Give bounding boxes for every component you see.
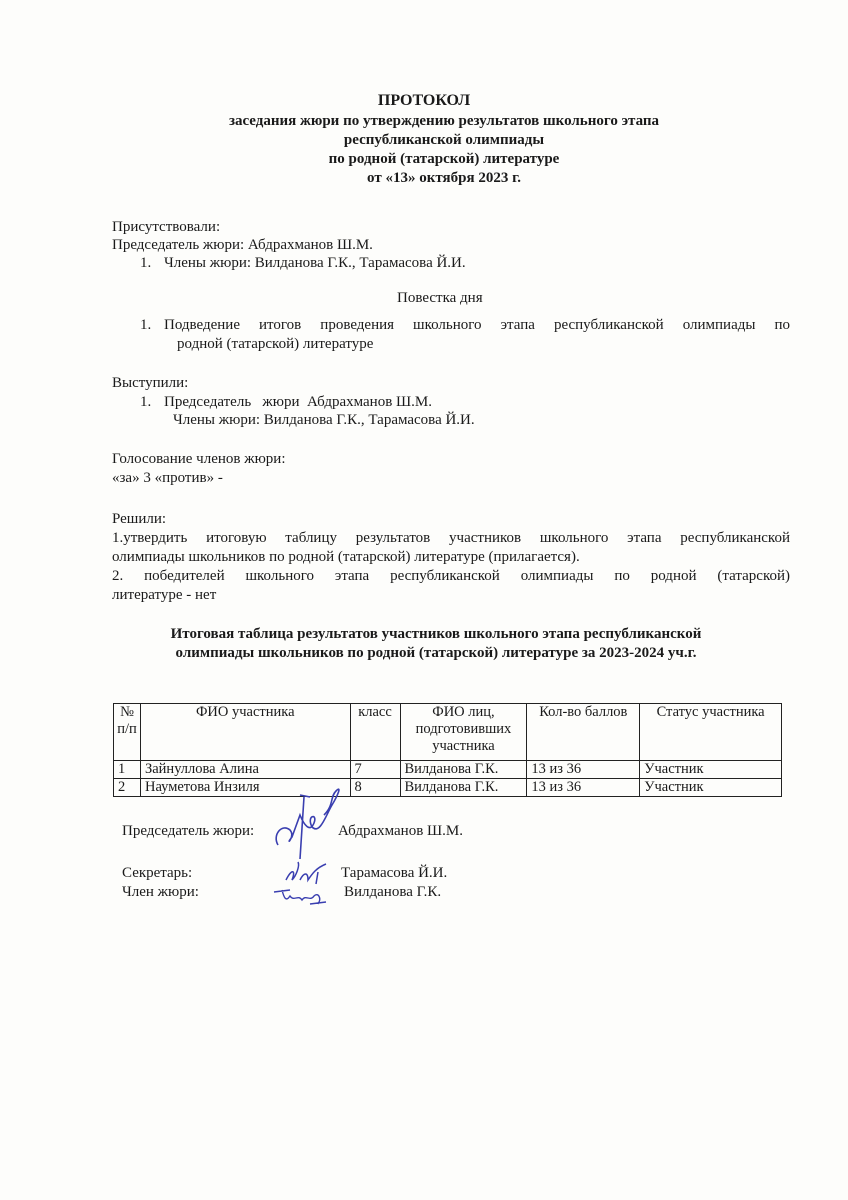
list-number: 1.	[140, 394, 152, 410]
table-header-row	[114, 704, 782, 761]
cell-status: Участник	[640, 761, 782, 779]
cell-name: Науметова Инзиля	[140, 779, 350, 797]
decision-line: литературе - нет	[112, 587, 217, 603]
cell-teacher: Вилданова Г.К.	[400, 779, 527, 797]
decision-label: Решили:	[112, 511, 167, 527]
document-title: ПРОТОКОЛ	[377, 92, 471, 109]
cell-score: 13 из 36	[527, 761, 640, 779]
member-name: Вилданова Г.К.	[344, 884, 442, 900]
subtitle-line: республиканской олимпиады	[343, 132, 545, 148]
cell-name: Зайнуллова Алина	[140, 761, 350, 779]
decision-line: олимпиады школьников по родной (татарской) литературе (прилагается).	[112, 549, 580, 565]
column-header: класс	[350, 704, 400, 761]
subtitle-line: заседания жюри по утверждению результатов школьного этапа	[228, 113, 660, 129]
cell-grade: 7	[350, 761, 400, 779]
secretary-label: Секретарь:	[122, 865, 193, 881]
speakers-chair: Председатель жюри Абдрахманов Ш.М.	[164, 394, 433, 410]
list-number: 1.	[140, 255, 152, 271]
cell-number: 2	[114, 779, 141, 797]
attendance-label: Присутствовали:	[112, 219, 221, 235]
chair-name: Абдрахманов Ш.М.	[338, 823, 463, 839]
table-row	[114, 761, 782, 779]
column-header: Статус участника	[640, 704, 782, 761]
secretary-name: Тарамасова Й.И.	[341, 865, 448, 881]
voting-result: «за» 3 «против» -	[112, 470, 223, 486]
document-date: от «13» октября 2023 г.	[367, 170, 521, 186]
subtitle-line: по родной (татарской) литературе	[328, 151, 560, 167]
results-table	[113, 703, 782, 797]
member-signature-icon	[270, 884, 330, 910]
member-label: Член жюри:	[122, 884, 199, 900]
cell-grade: 8	[350, 779, 400, 797]
speakers-members: Члены жюри: Вилданова Г.К., Тарамасова Й.И.	[173, 412, 475, 428]
table-title: олимпиады школьников по родной (татарской) литературе за 2023-2024 уч.г.	[175, 645, 697, 661]
chair-signature-label: Председатель жюри:	[122, 823, 255, 839]
decision-line: 2. победителей школьного этапа республиканской олимпиады по родной (татарской)	[112, 568, 790, 584]
attendance-members: Члены жюри: Вилданова Г.К., Тарамасова Й.И.	[164, 255, 466, 271]
cell-number: 1	[114, 761, 141, 779]
table-title: Итоговая таблица результатов участников школьного этапа республиканской	[170, 626, 702, 642]
cell-status: Участник	[640, 779, 782, 797]
cell-teacher: Вилданова Г.К.	[400, 761, 527, 779]
list-number: 1.	[140, 317, 152, 333]
attendance-chair: Председатель жюри: Абдрахманов Ш.М.	[112, 237, 373, 253]
table-row	[114, 779, 782, 797]
speakers-label: Выступили:	[112, 375, 189, 391]
chair-signature-icon	[270, 775, 350, 865]
cell-score: 13 из 36	[527, 779, 640, 797]
voting-label: Голосование членов жюри:	[112, 451, 286, 467]
agenda-title: Повестка дня	[397, 290, 483, 306]
agenda-item: Подведение итогов проведения школьного этапа республиканской олимпиады по	[164, 317, 790, 333]
column-header: № п/п	[114, 704, 141, 761]
column-header: ФИО участника	[140, 704, 350, 761]
agenda-item-cont: родной (татарской) литературе	[177, 336, 374, 352]
column-header: ФИО лиц, подготовивших участника	[400, 704, 527, 761]
column-header: Кол-во баллов	[527, 704, 640, 761]
decision-line: 1.утвердить итоговую таблицу результатов участников школьного этапа республиканской	[112, 530, 790, 546]
